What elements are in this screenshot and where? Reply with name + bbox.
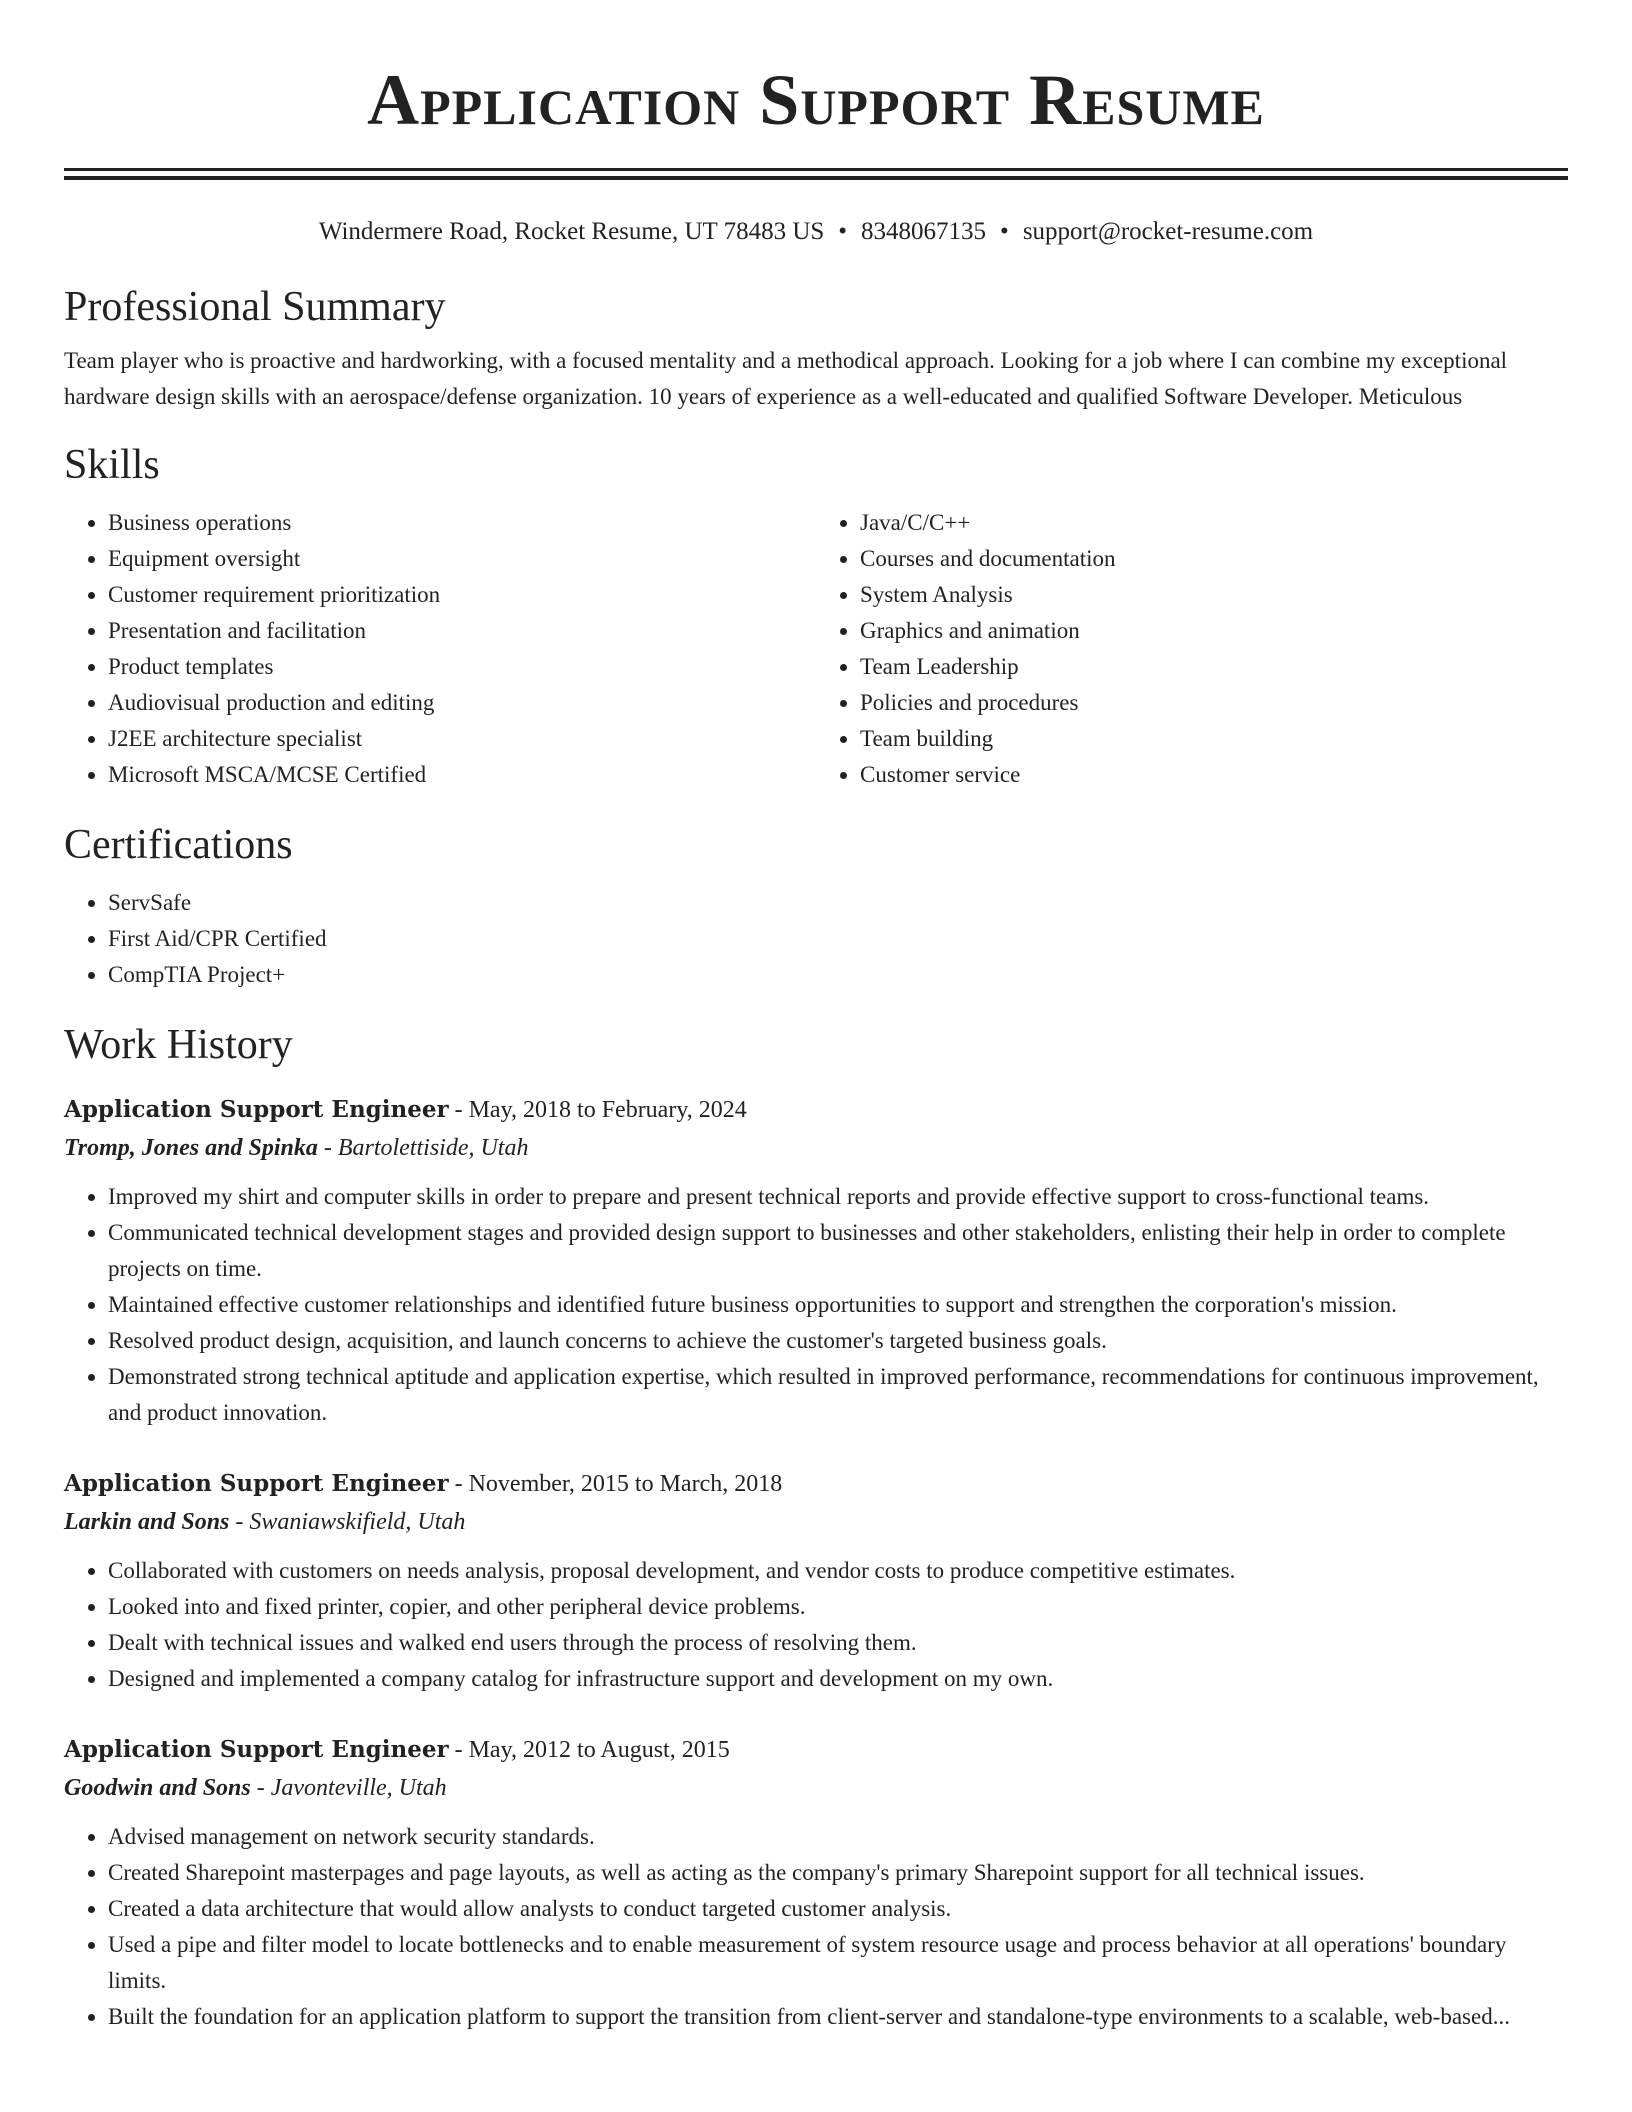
skills-heading: Skills (64, 442, 160, 488)
job-dates: - November, 2015 to March, 2018 (448, 1471, 783, 1497)
summary-text: Team player who is proactive and hardworking, with a focused mentality and a methodical approach. Looking for a job where I can combine my exceptional hardware design skills with an aerospace/defense organization. 10 years of experience as a well-educated and qualified Software Developer. Meticulous (64, 348, 1508, 409)
job-header (64, 1091, 1568, 1129)
job-bullet: • Resolved product design, acquisition, and launch concerns to achieve the customer's targeted business goals. (108, 1323, 1568, 1359)
job-header (64, 1465, 1568, 1503)
summary-heading: Professional Summary (64, 284, 446, 330)
skills-list-left (64, 505, 816, 793)
job-dates: - May, 2012 to August, 2015 (448, 1737, 730, 1763)
skill-item: • Team Leadership (860, 649, 1568, 685)
job-company-line (64, 1129, 1568, 1167)
skills-list-right (816, 505, 1568, 793)
contact-info (64, 215, 1568, 249)
contact-separator: • (838, 218, 848, 245)
job-bullet: • Created Sharepoint masterpages and page layouts, as well as acting as the company's primary Sharepoint support for all technical issues. (108, 1855, 1568, 1891)
job-company: Tromp, Jones and Spinka (64, 1135, 318, 1161)
job-title: Application Support Engineer (64, 1736, 449, 1763)
certifications-list (64, 885, 1568, 993)
contact-phone: 8348067135 (861, 218, 987, 245)
job-bullet: • Dealt with technical issues and walked end users through the process of resolving them. (108, 1625, 1568, 1661)
resume-title: Application Support Resume (367, 60, 1265, 140)
job-company: Goodwin and Sons (64, 1775, 251, 1801)
job-entry (64, 1465, 1568, 1697)
job-entry (64, 1731, 1568, 2035)
job-location: - Bartolettiside, Utah (317, 1135, 529, 1161)
skill-item: • Policies and procedures (860, 685, 1568, 721)
skill-item: • Product templates (108, 649, 816, 685)
divider-line (64, 176, 1568, 180)
certification-item: • CompTIA Project+ (108, 957, 1568, 993)
job-dates: - May, 2018 to February, 2024 (448, 1097, 747, 1123)
job-entry (64, 1091, 1568, 1431)
job-bullet: • Designed and implemented a company catalog for infrastructure support and development on my own. (108, 1661, 1568, 1697)
job-bullet: • Built the foundation for an application platform to support the transition from client-server and standalone-type environments to a scalable, web-based... (108, 1999, 1568, 2035)
skill-item: • Customer service (860, 757, 1568, 793)
job-company-line (64, 1503, 1568, 1541)
job-bullet: • Used a pipe and filter model to locate bottlenecks and to enable measurement of system resource usage and process behavior at all operations' boundary limits. (108, 1927, 1568, 1999)
work-history-list (64, 1091, 1568, 2035)
skill-item: • Team building (860, 721, 1568, 757)
work-history-heading: Work History (64, 1022, 293, 1068)
contact-email[interactable]: support@rocket-resume.com (1022, 218, 1314, 245)
job-bullets (64, 1179, 1568, 1431)
certifications-heading: Certifications (64, 822, 293, 868)
job-bullet: • Created a data architecture that would allow analysts to conduct targeted customer analysis. (108, 1891, 1568, 1927)
skill-item: • System Analysis (860, 577, 1568, 613)
job-title: Application Support Engineer (64, 1096, 449, 1123)
certification-item: • ServSafe (108, 885, 1568, 921)
job-bullets (64, 1819, 1568, 2035)
job-bullet: • Looked into and fixed printer, copier, and other peripheral device problems. (108, 1589, 1568, 1625)
skill-item: • Audiovisual production and editing (108, 685, 816, 721)
certification-item: • First Aid/CPR Certified (108, 921, 1568, 957)
title-divider (64, 168, 1568, 180)
skill-item: • Business operations (108, 505, 816, 541)
skills-columns (64, 505, 1568, 793)
job-header (64, 1731, 1568, 1769)
divider-line (64, 168, 1568, 171)
job-title: Application Support Engineer (64, 1470, 449, 1497)
skill-item: • Graphics and animation (860, 613, 1568, 649)
job-location: - Javonteville, Utah (250, 1775, 447, 1801)
job-bullet: • Improved my shirt and computer skills in order to prepare and present technical reports and provide effective support to cross-functional teams. (108, 1179, 1568, 1215)
job-company-line (64, 1769, 1568, 1807)
job-bullet: • Demonstrated strong technical aptitude and application expertise, which resulted in improved performance, recommendations for continuous improvement, and product innovation. (108, 1359, 1568, 1431)
job-bullet: • Collaborated with customers on needs analysis, proposal development, and vendor costs to produce competitive estimates. (108, 1553, 1568, 1589)
job-bullet: • Advised management on network security standards. (108, 1819, 1568, 1855)
contact-separator: • (1000, 218, 1009, 245)
skill-item: • Microsoft MSCA/MCSE Certified (108, 757, 816, 793)
skill-item: • Java/C/C++ (860, 505, 1568, 541)
contact-address: Windermere Road, Rocket Resume, UT 78483 US (318, 218, 825, 245)
skill-item: • Customer requirement prioritization (108, 577, 816, 613)
job-bullets (64, 1553, 1568, 1697)
job-company: Larkin and Sons (64, 1509, 230, 1535)
job-location: - Swaniawskifield, Utah (229, 1509, 466, 1535)
skill-item: • Courses and documentation (860, 541, 1568, 577)
job-bullet: • Maintained effective customer relationships and identified future business opportunities to support and strengthen the corporation's mission. (108, 1287, 1568, 1323)
skill-item: • Equipment oversight (108, 541, 816, 577)
skill-item: • J2EE architecture specialist (108, 721, 816, 757)
skill-item: • Presentation and facilitation (108, 613, 816, 649)
job-bullet: • Communicated technical development stages and provided design support to businesses and other stakeholders, enlisting their help in order to complete projects on time. (108, 1215, 1568, 1287)
